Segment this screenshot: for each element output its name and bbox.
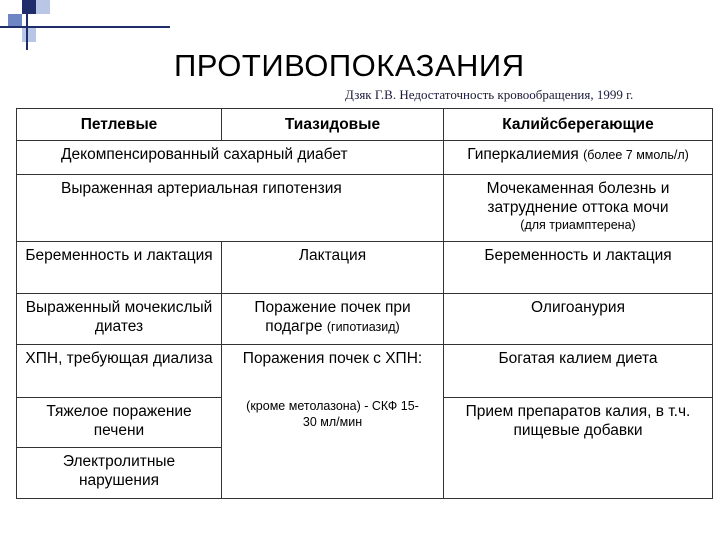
decor-square-light: [22, 28, 36, 42]
table-row: [17, 174, 713, 242]
cell-pregnancy-k: Беременность и лактация: [444, 242, 713, 293]
cell-potassium-drugs: Прием препаратов калия, в т.ч. пищевые добавки: [444, 398, 713, 499]
cell-ckd-dialysis: ХПН, требующая диализа: [17, 345, 222, 398]
cell-gfr-note: [222, 398, 444, 499]
header-potassium-sparing: Калийсберегающие: [444, 109, 713, 141]
cell-potassium-diet: Богатая калием диета: [444, 345, 713, 398]
cell-pregnancy-loop: Беременность и лактация: [17, 242, 222, 293]
cell-electrolyte: Электролитные нарушения: [17, 447, 222, 498]
decor-square-light: [36, 0, 50, 14]
contraindications-table: [16, 108, 713, 499]
cell-oligoanuria: Олигоанурия: [444, 293, 713, 344]
cell-diabetes: Декомпенсированный сахарный диабет: [17, 140, 444, 174]
urolithiasis-note: (для триамптерена): [520, 217, 636, 232]
header-loop: Петлевые: [17, 109, 222, 141]
table-header-row: [17, 109, 713, 141]
decor-square-navy: [22, 0, 36, 14]
cell-uric-diathesis: Выраженный мочекислый диатез: [17, 293, 222, 344]
gout-kidney-text: Поражение почек при подагре: [254, 298, 411, 335]
gfr-note-text: (кроме метолазона) - СКФ 15-30 мл/мин: [246, 398, 419, 429]
cell-lactation: Лактация: [222, 242, 444, 293]
header-thiazide: Тиазидовые: [222, 109, 444, 141]
cell-hypotension: Выраженная артериальная гипотензия: [17, 174, 444, 242]
table-row: [17, 140, 713, 174]
cell-hyperkalemia: [444, 140, 713, 174]
hyperkalemia-note: (более 7 ммоль/л): [583, 147, 689, 162]
table-row: [17, 345, 713, 398]
table-row: [17, 398, 713, 447]
cell-ckd-kidney: Поражения почек с ХПН:: [222, 345, 444, 398]
hyperkalemia-text: Гиперкалиемия: [467, 145, 579, 163]
table-row: [17, 242, 713, 293]
page-title: ПРОТИВОПОКАЗАНИЯ: [174, 48, 525, 83]
cell-gout-kidney: [222, 293, 444, 344]
citation: Дзяк Г.В. Недостаточность кровообращения, 1999 г.: [345, 87, 634, 102]
decor-line-vertical: [26, 0, 28, 50]
cell-liver: Тяжелое поражение печени: [17, 398, 222, 447]
cell-urolithiasis: [444, 174, 713, 242]
gout-kidney-note: (гипотиазид): [326, 319, 400, 334]
urolithiasis-text: Мочекаменная болезнь и затруднение оттока мочи: [486, 179, 670, 216]
table-row: [17, 293, 713, 344]
